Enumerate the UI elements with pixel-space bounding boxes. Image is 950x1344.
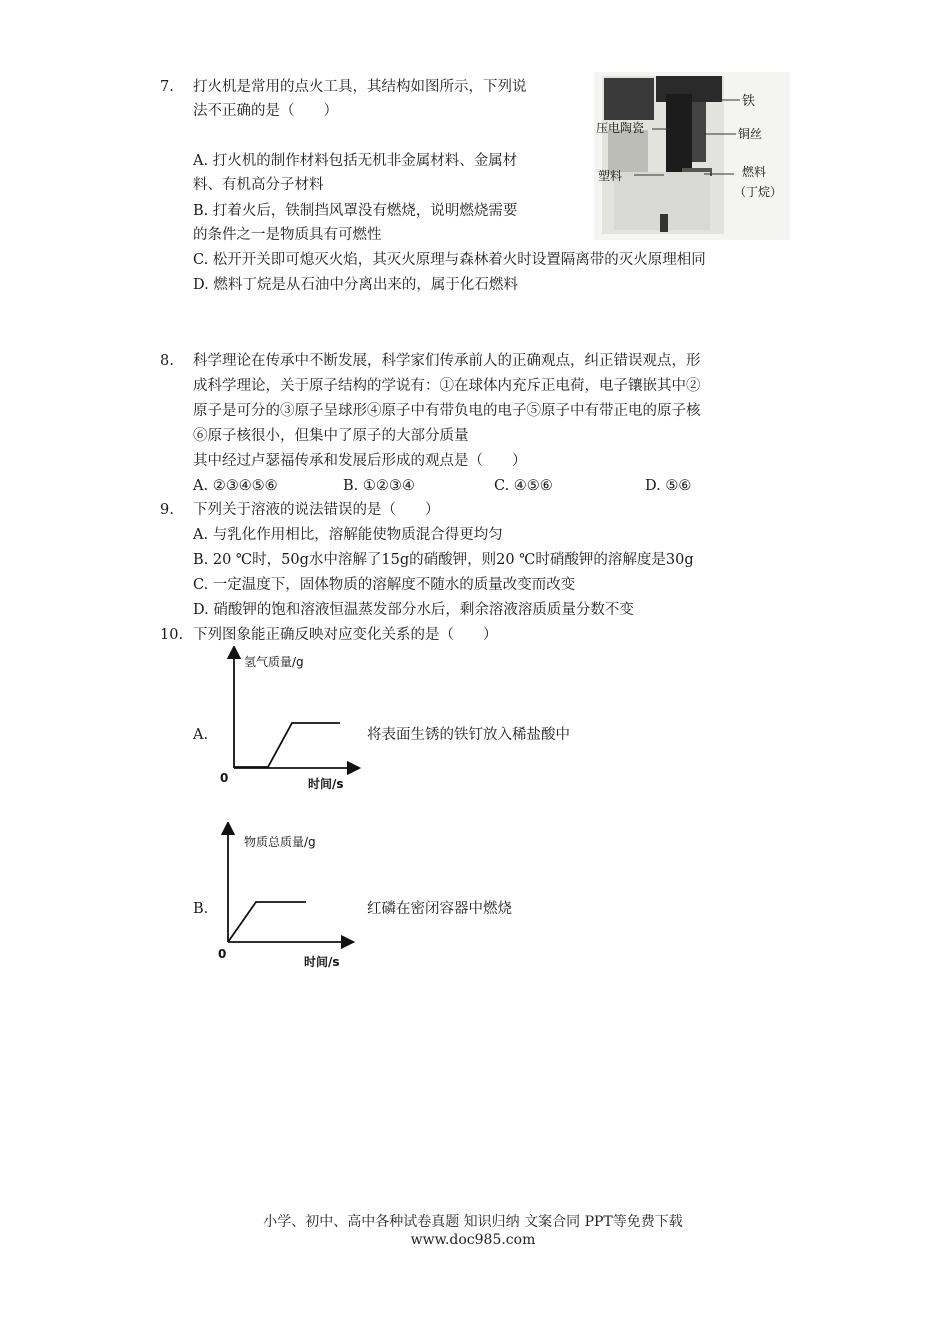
q8-number: 8. — [160, 353, 174, 369]
q8-option-a: A. ②③④⑤⑥ — [193, 478, 278, 494]
q7-option-a-line-2: 料、有机高分子材料 — [193, 177, 324, 193]
graph-a-curve — [234, 723, 340, 767]
graph-a-ylabel: 氢气质量/g — [244, 655, 304, 669]
label-piezo: 压电陶瓷 — [596, 121, 645, 135]
q7-option-d: D. 燃料丁烷是从石油中分离出来的，属于化石燃料 — [193, 277, 518, 293]
q7-option-a-line-1: A. 打火机的制作材料包括无机非金属材料、金属材 — [193, 153, 518, 169]
footer-url[interactable]: www.doc985.com — [410, 1232, 536, 1248]
q7-option-c: C. 松开开关即可熄灭火焰，其灭火原理与森林着火时设置隔离带的灭火原理相同 — [193, 252, 706, 268]
q7-stem-line-1: 打火机是常用的点火工具，其结构如图所示，下列说 — [193, 79, 527, 95]
graph-a-xlabel: 时间/s — [308, 777, 344, 791]
q9-option-a: A. 与乳化作用相比，溶解能使物质混合得更均匀 — [193, 527, 503, 543]
graph-b-curve — [228, 902, 306, 942]
q8-stem-line-2: 成科学理论，关于原子结构的学说有：①在球体内充斥正电荷，电子镶嵌其中② — [193, 378, 701, 394]
graph-a-origin: 0 — [220, 771, 229, 785]
q7-option-b-line-2: 的条件之一是物质具有可燃性 — [193, 227, 382, 243]
lighter-diagram — [594, 72, 790, 240]
graph-a — [214, 646, 364, 794]
graph-b — [206, 822, 356, 970]
q7-number: 7. — [160, 79, 174, 95]
q7-stem-line-2: 法不正确的是（ ） — [193, 103, 338, 119]
q9-option-d: D. 硝酸钾的饱和溶液恒温蒸发部分水后，剩余溶液溶质质量分数不变 — [193, 602, 634, 618]
q7-option-b-line-1: B. 打着火后，铁制挡风罩没有燃烧，说明燃烧需要 — [193, 203, 518, 219]
q9-option-c: C. 一定温度下，固体物质的溶解度不随水的质量改变而改变 — [193, 577, 576, 593]
q9-number: 9. — [160, 502, 174, 518]
q8-stem-line-1: 科学理论在传承中不断发展，科学家们传承前人的正确观点，纠正错误观点，形 — [193, 353, 701, 369]
graph-b-caption: 红磷在密闭容器中燃烧 — [367, 901, 512, 917]
footer-line-1: 小学、初中、高中各种试卷真题 知识归纳 文案合同 PPT等免费下载 — [263, 1214, 683, 1230]
q8-stem-line-3: 原子是可分的③原子呈球形④原子中有带负电的电子⑤原子中有带正电的原子核 — [193, 403, 701, 419]
label-butane: （丁烷） — [734, 185, 783, 199]
q10-stem: 下列图象能正确反映对应变化关系的是（ ） — [193, 627, 498, 643]
q8-option-c: C. ④⑤⑥ — [494, 478, 553, 494]
graph-b-ylabel: 物质总质量/g — [244, 835, 316, 849]
q8-stem-line-5: 其中经过卢瑟福传承和发展后形成的观点是（ ） — [193, 453, 527, 469]
graph-a-caption: 将表面生锈的铁钉放入稀盐酸中 — [367, 727, 570, 743]
lighter-diagram-svg — [594, 72, 790, 240]
q8-stem-line-4: ⑥原子核很小，但集中了原子的大部分质量 — [193, 428, 469, 444]
label-fuel: 燃料 — [742, 165, 767, 179]
graph-b-option-label: B. — [193, 901, 209, 917]
label-copper: 铜丝 — [738, 127, 763, 141]
q8-option-b: B. ①②③④ — [343, 478, 415, 494]
graph-a-option-label: A. — [193, 727, 209, 743]
q9-option-b: B. 20 ℃时，50g水中溶解了15g的硝酸钾，则20 ℃时硝酸钾的溶解度是30g — [193, 552, 694, 568]
label-iron: 铁 — [742, 94, 756, 109]
q10-number: 10. — [160, 627, 184, 643]
graph-b-xlabel: 时间/s — [304, 955, 340, 969]
label-plastic: 塑料 — [598, 169, 623, 183]
q8-option-d: D. ⑤⑥ — [645, 478, 692, 494]
q9-stem: 下列关于溶液的说法错误的是（ ） — [193, 502, 440, 518]
graph-b-origin: 0 — [218, 947, 227, 961]
